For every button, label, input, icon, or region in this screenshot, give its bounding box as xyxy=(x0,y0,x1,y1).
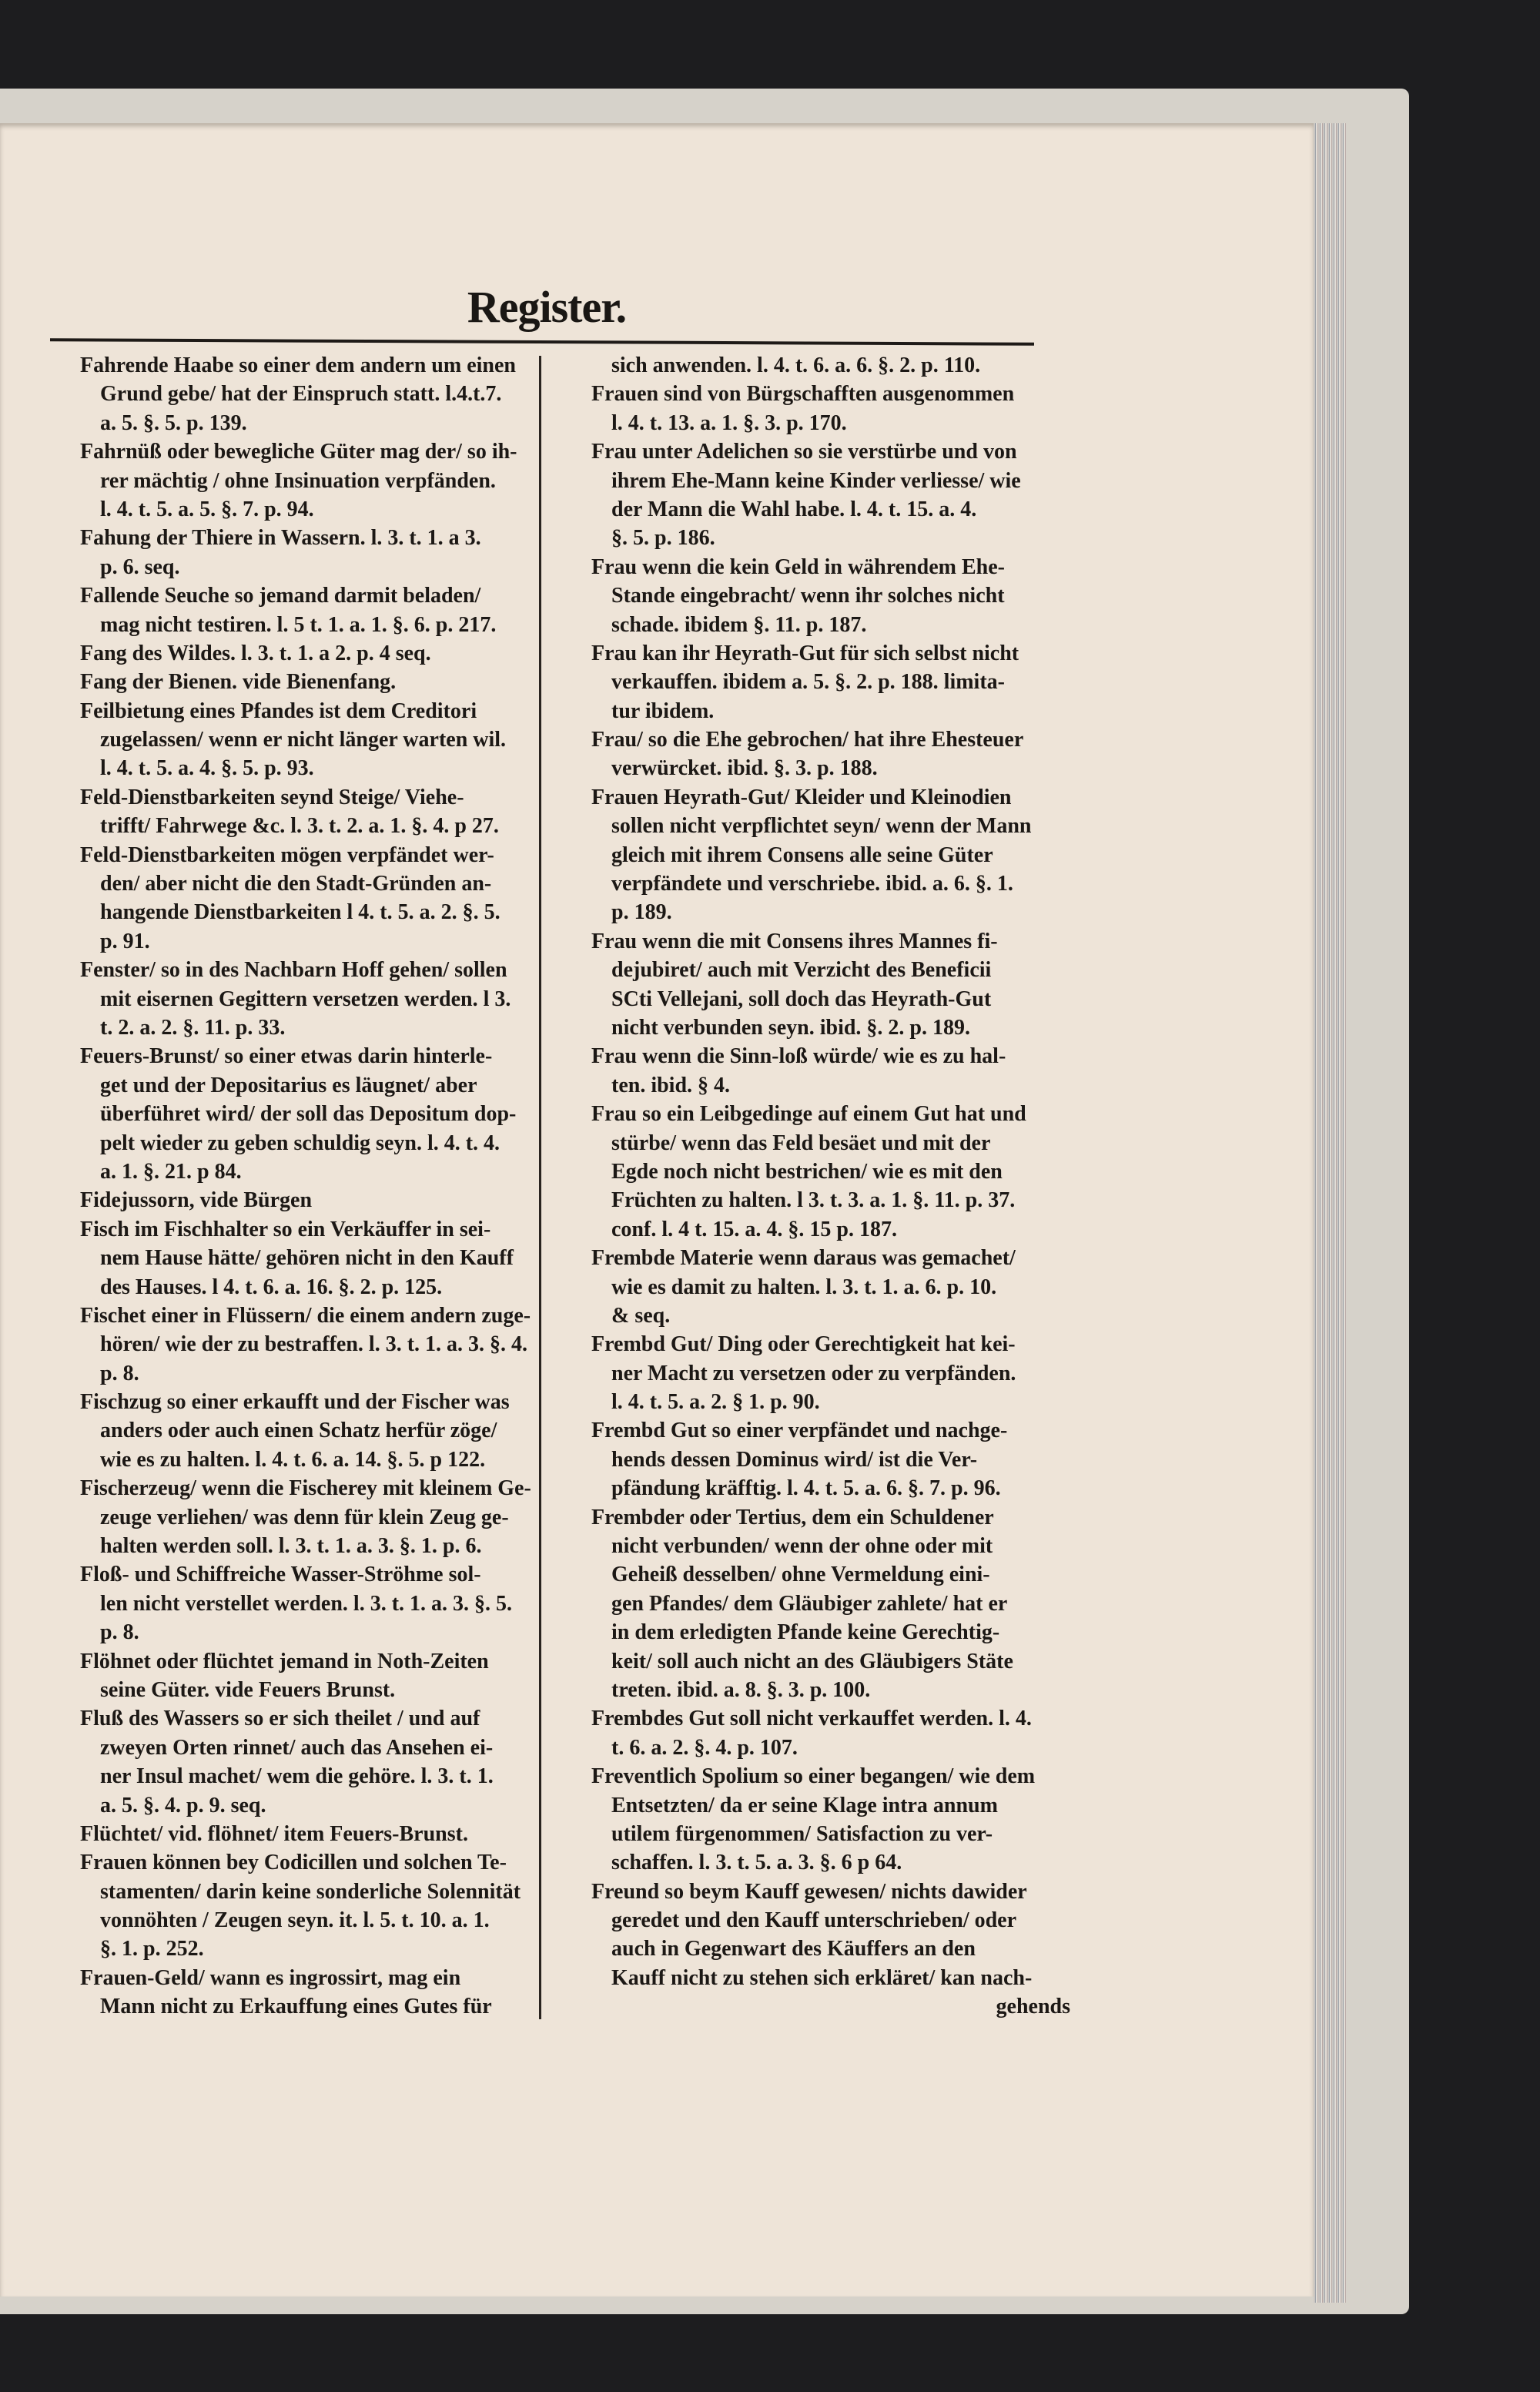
register-entry xyxy=(591,1416,1076,1503)
entry-headline: Floß- und Schiffreiche Wasser-Ströhme sol- xyxy=(80,1563,481,1587)
entry-line: dejubiret/ auch mit Verzicht des Beneficii xyxy=(611,958,992,983)
entry-headline: Frau wenn die mit Consens ihres Mannes fi- xyxy=(591,929,998,953)
entry-headline: Frau wenn die kein Geld in währendem Ehe- xyxy=(591,554,1005,579)
entry-line: rer mächtig / ohne Insinuation verpfänden. xyxy=(100,468,496,493)
entry-headline: Feld-Dienstbarkeiten seynd Steige/ Viehe- xyxy=(80,785,464,809)
register-entry xyxy=(591,1244,1076,1330)
entry-headline: Fischerzeug/ wenn die Fischerey mit kleinem Ge- xyxy=(80,1476,531,1501)
entry-headline: Flüchtet/ vid. flöhnet/ item Feuers-Brunst. xyxy=(80,1821,468,1846)
entry-line: des Hauses. l 4. t. 6. a. 16. §. 2. p. 125. xyxy=(100,1275,443,1299)
entry-line: conf. l. 4 t. 15. a. 4. §. 15 p. 187. xyxy=(611,1217,897,1241)
column-divider xyxy=(539,356,541,2019)
entry-line: schade. ibidem §. 11. p. 187. xyxy=(611,612,867,637)
entry-line: vonnöhten / Zeugen seyn. it. l. 5. t. 10. a. 1. xyxy=(100,1908,490,1933)
entry-line: stürbe/ wenn das Feld besäet und mit der xyxy=(611,1131,991,1155)
entry-headline: Frau kan ihr Heyrath-Gut für sich selbst nicht xyxy=(591,641,1019,665)
entry-line: keit/ soll auch nicht an des Gläubigers Stäte xyxy=(611,1649,1013,1673)
entry-line: hören/ wie der zu bestraffen. l. 3. t. 1. a. 3. §. 4. xyxy=(100,1332,528,1357)
register-entry xyxy=(80,783,534,841)
register-entry xyxy=(591,437,1076,553)
entry-headline: Fischzug so einer erkaufft und der Fischer was xyxy=(80,1390,510,1415)
register-entry xyxy=(591,927,1076,1043)
register-entry xyxy=(80,1560,534,1647)
register-entry xyxy=(591,1100,1076,1244)
entry-line: gen Pfandes/ dem Gläubiger zahlete/ hat er xyxy=(611,1591,1008,1616)
entry-headline: sich anwenden. l. 4. t. 6. a. 6. §. 2. p. 110. xyxy=(611,353,981,377)
register-entry xyxy=(80,524,534,581)
register-entry xyxy=(80,437,534,524)
entry-line: Egde noch nicht bestrichen/ wie es mit den xyxy=(611,1159,1003,1184)
entry-headline: Frembd Gut/ Ding oder Gerechtigkeit hat kei- xyxy=(591,1332,1016,1357)
entry-line: SCti Vellejani, soll doch das Heyrath-Gut xyxy=(611,987,992,1011)
register-entry xyxy=(80,1848,534,1964)
entry-line: zeuge verliehen/ was denn für klein Zeug ge- xyxy=(100,1505,509,1529)
entry-line: in dem erledigten Pfande keine Gerechtig- xyxy=(611,1620,1000,1645)
entry-headline: Frembd Gut so einer verpfändet und nachge- xyxy=(591,1419,1008,1443)
register-entry xyxy=(591,1878,1076,1993)
entry-line: len nicht verstellet werden. l. 3. t. 1. a. 3. §. 5. xyxy=(100,1591,513,1616)
entry-headline: Fahrnüß oder bewegliche Güter mag der/ so ih- xyxy=(80,440,517,464)
entry-line: pelt wieder zu geben schuldig seyn. l. 4. t. 4. xyxy=(100,1131,500,1155)
entry-headline: Frau/ so die Ehe gebrochen/ hat ihre Ehesteuer xyxy=(591,728,1024,752)
entry-line: hends dessen Dominus wird/ ist die Ver- xyxy=(611,1447,978,1472)
entry-line: nicht verbunden seyn. ibid. §. 2. p. 189. xyxy=(611,1015,970,1040)
entry-headline: Fahung der Thiere in Wassern. l. 3. t. 1. a 3. xyxy=(80,526,481,551)
entry-headline: Freventlich Spolium so einer begangen/ wie dem xyxy=(591,1764,1036,1789)
register-entry xyxy=(591,1762,1076,1878)
entry-headline: Frau wenn die Sinn-loß würde/ wie es zu hal- xyxy=(591,1044,1006,1069)
entry-line: treten. ibid. a. 8. §. 3. p. 100. xyxy=(611,1677,871,1702)
entry-line: seine Güter. vide Feuers Brunst. xyxy=(100,1677,396,1702)
entry-headline: Fang der Bienen. vide Bienenfang. xyxy=(80,670,397,695)
register-entry xyxy=(80,697,534,783)
entry-headline: Fischet einer in Flüssern/ die einem andern zuge- xyxy=(80,1303,531,1328)
register-entry xyxy=(80,1215,534,1302)
register-entry xyxy=(80,1186,534,1214)
entry-headline: Frembder oder Tertius, dem ein Schuldener xyxy=(591,1505,994,1529)
entry-line: p. 8. xyxy=(100,1620,139,1645)
register-entry xyxy=(80,1647,534,1705)
entry-line: ner Macht zu versetzen oder zu verpfänden. xyxy=(611,1361,1016,1385)
entry-headline: Frauen Heyrath-Gut/ Kleider und Kleinodien xyxy=(591,785,1012,809)
entry-line: den/ aber nicht die den Stadt-Gründen an- xyxy=(100,872,492,896)
entry-line: a. 5. §. 5. p. 139. xyxy=(100,410,247,435)
entry-line: Entsetzten/ da er seine Klage intra annum xyxy=(611,1793,998,1817)
page-title: Register. xyxy=(467,282,627,332)
entry-headline: Feilbietung eines Pfandes ist dem Creditori xyxy=(80,699,477,723)
entry-headline: Frau so ein Leibgedinge auf einem Gut hat und xyxy=(591,1102,1026,1127)
register-entry xyxy=(591,351,1076,380)
entry-line: Grund gebe/ hat der Einspruch statt. l.4.t.7. xyxy=(100,382,502,407)
register-entry xyxy=(591,553,1076,639)
entry-headline: Frembde Materie wenn daraus was gemachet/ xyxy=(591,1246,1016,1271)
entry-line: ner Insul machet/ wem die gehöre. l. 3. t. 1. xyxy=(100,1764,494,1789)
entry-line: get und der Depositarius es läugnet/ aber xyxy=(100,1073,477,1097)
register-entry xyxy=(591,1704,1076,1762)
entry-line: hangende Dienstbarkeiten l 4. t. 5. a. 2. §. 5. xyxy=(100,900,500,925)
register-entry xyxy=(80,1042,534,1186)
register-entry xyxy=(80,639,534,668)
entry-headline: Fang des Wildes. l. 3. t. 1. a 2. p. 4 seq. xyxy=(80,641,431,665)
entry-line: trifft/ Fahrwege &c. l. 3. t. 2. a. 1. §. 4. p 27. xyxy=(100,814,499,839)
entry-line: der Mann die Wahl habe. l. 4. t. 15. a. 4. xyxy=(611,497,977,521)
entry-line: l. 4. t. 13. a. 1. §. 3. p. 170. xyxy=(611,410,847,435)
entry-line: nem Hause hätte/ gehören nicht in den Kauff xyxy=(100,1246,514,1271)
entry-headline: Frau unter Adelichen so sie verstürbe und von xyxy=(591,440,1017,464)
header-rule xyxy=(50,338,1034,346)
register-entry xyxy=(80,351,534,437)
left-column xyxy=(80,351,534,2022)
entry-headline: Frauen können bey Codicillen und solchen Te- xyxy=(80,1851,507,1875)
entry-line: Mann nicht zu Erkauffung eines Gutes für xyxy=(100,1995,492,2019)
entry-line: verkauffen. ibidem a. 5. §. 2. p. 188. limita- xyxy=(611,670,1005,695)
register-entry xyxy=(80,668,534,696)
entry-line: zugelassen/ wenn er nicht länger warten wil. xyxy=(100,728,507,752)
entry-line: §. 5. p. 186. xyxy=(611,526,715,551)
register-entry xyxy=(591,725,1076,783)
right-column xyxy=(591,351,1076,2022)
entry-line: Stande eingebracht/ wenn ihr solches nicht xyxy=(611,584,1005,608)
register-entry xyxy=(591,1503,1076,1705)
register-entry xyxy=(80,1302,534,1388)
register-entry xyxy=(80,581,534,639)
entry-headline: Fisch im Fischhalter so ein Verkäuffer in sei- xyxy=(80,1217,491,1241)
entry-line: auch in Gegenwart des Käuffers an den xyxy=(611,1937,976,1962)
book-page xyxy=(0,123,1314,2297)
register-entry xyxy=(591,783,1076,927)
entry-line: a. 5. §. 4. p. 9. seq. xyxy=(100,1793,266,1817)
entry-headline: Freund so beym Kauff gewesen/ nichts dawider xyxy=(591,1879,1027,1904)
entry-line: wie es damit zu halten. l. 3. t. 1. a. 6. p. 10. xyxy=(611,1275,997,1299)
entry-line: a. 1. §. 21. p 84. xyxy=(100,1159,242,1184)
entry-line: l. 4. t. 5. a. 4. §. 5. p. 93. xyxy=(100,756,314,781)
entry-line: l. 4. t. 5. a. 2. § 1. p. 90. xyxy=(611,1390,820,1415)
entry-line: wie es zu halten. l. 4. t. 6. a. 14. §. 5. p 122. xyxy=(100,1447,486,1472)
register-entry xyxy=(591,1042,1076,1100)
entry-line: zweyen Orten rinnet/ auch das Ansehen ei- xyxy=(100,1735,494,1760)
entry-line: utilem fürgenommen/ Satisfaction zu ver- xyxy=(611,1821,993,1846)
entry-line: p. 189. xyxy=(611,900,672,925)
entry-headline: Fahrende Haabe so einer dem andern um einen xyxy=(80,353,516,377)
register-entry xyxy=(80,1474,534,1560)
register-entry xyxy=(80,1820,534,1848)
entry-headline: Fluß des Wassers so er sich theilet / und auf xyxy=(80,1707,480,1731)
register-entry xyxy=(80,956,534,1042)
entry-headline: Frauen-Geld/ wann es ingrossirt, mag ein xyxy=(80,1965,461,1990)
entry-headline: Flöhnet oder flüchtet jemand in Noth-Zeiten xyxy=(80,1649,489,1673)
entry-line: mag nicht testiren. l. 5 t. 1. a. 1. §. 6. p. 217. xyxy=(100,612,497,637)
entry-line: p. 8. xyxy=(100,1361,139,1385)
catchword: gehends xyxy=(996,1995,1070,2019)
entry-line: ten. ibid. § 4. xyxy=(611,1073,731,1097)
entry-line: gleich mit ihrem Consens alle seine Güter xyxy=(611,843,993,867)
entry-line: sollen nicht verpflichtet seyn/ wenn der Mann xyxy=(611,814,1032,839)
entry-headline: Fenster/ so in des Nachbarn Hoff gehen/ sollen xyxy=(80,958,507,983)
entry-line: stamenten/ darin keine sonderliche Solennität xyxy=(100,1879,521,1904)
entry-line: schaffen. l. 3. t. 5. a. 3. §. 6 p 64. xyxy=(611,1851,902,1875)
register-entry xyxy=(591,1330,1076,1416)
entry-headline: Fallende Seuche so jemand darmit beladen/ xyxy=(80,584,481,608)
entry-line: verpfändete und verschriebe. ibid. a. 6. §. 1. xyxy=(611,872,1013,896)
entry-line: pfändung kräfftig. l. 4. t. 5. a. 6. §. 7. p. 96. xyxy=(611,1476,1001,1501)
entry-headline: Frembdes Gut soll nicht verkauffet werden. l. 4. xyxy=(591,1707,1032,1731)
register-entry xyxy=(80,1388,534,1474)
entry-line: anders oder auch einen Schatz herfür zöge/ xyxy=(100,1419,497,1443)
entry-line: geredet und den Kauff unterschrieben/ oder xyxy=(611,1908,1017,1933)
entry-line: ihrem Ehe-Mann keine Kinder verliesse/ wie xyxy=(611,468,1021,493)
register-entry xyxy=(80,1704,534,1820)
entry-headline: Feuers-Brunst/ so einer etwas darin hinterle- xyxy=(80,1044,493,1069)
entry-line: überführet wird/ der soll das Depositum dop- xyxy=(100,1102,517,1127)
register-entry xyxy=(80,841,534,956)
page-edges xyxy=(1314,123,1346,2303)
entry-line: halten werden soll. l. 3. t. 1. a. 3. §. 1. p. 6. xyxy=(100,1534,482,1559)
entry-line: nicht verbunden/ wenn der ohne oder mit xyxy=(611,1534,993,1559)
register-entry xyxy=(591,380,1076,437)
register-entry xyxy=(591,639,1076,725)
entry-line: Früchten zu halten. l 3. t. 3. a. 1. §. 11. p. 37. xyxy=(611,1188,1016,1213)
entry-line: p. 91. xyxy=(100,929,150,953)
entry-headline: Feld-Dienstbarkeiten mögen verpfändet wer- xyxy=(80,843,494,867)
entry-line: l. 4. t. 5. a. 5. §. 7. p. 94. xyxy=(100,497,314,521)
entry-line: tur ibidem. xyxy=(611,699,715,723)
entry-line: Geheiß desselben/ ohne Vermeldung eini- xyxy=(611,1563,990,1587)
register-entry xyxy=(80,1964,534,2022)
entry-line: t. 6. a. 2. §. 4. p. 107. xyxy=(611,1735,798,1760)
entry-line: verwürcket. ibid. §. 3. p. 188. xyxy=(611,756,878,781)
entry-line: §. 1. p. 252. xyxy=(100,1937,204,1962)
entry-headline: Frauen sind von Bürgschafften ausgenommen xyxy=(591,382,1015,407)
entry-headline: Fidejussorn, vide Bürgen xyxy=(80,1188,313,1213)
entry-line: p. 6. seq. xyxy=(100,554,180,579)
entry-line: & seq. xyxy=(611,1303,671,1328)
entry-line: Kauff nicht zu stehen sich erkläret/ kan nach- xyxy=(611,1965,1033,1990)
entry-line: t. 2. a. 2. §. 11. p. 33. xyxy=(100,1015,286,1040)
entry-line: mit eisernen Gegittern versetzen werden. l 3. xyxy=(100,987,511,1011)
